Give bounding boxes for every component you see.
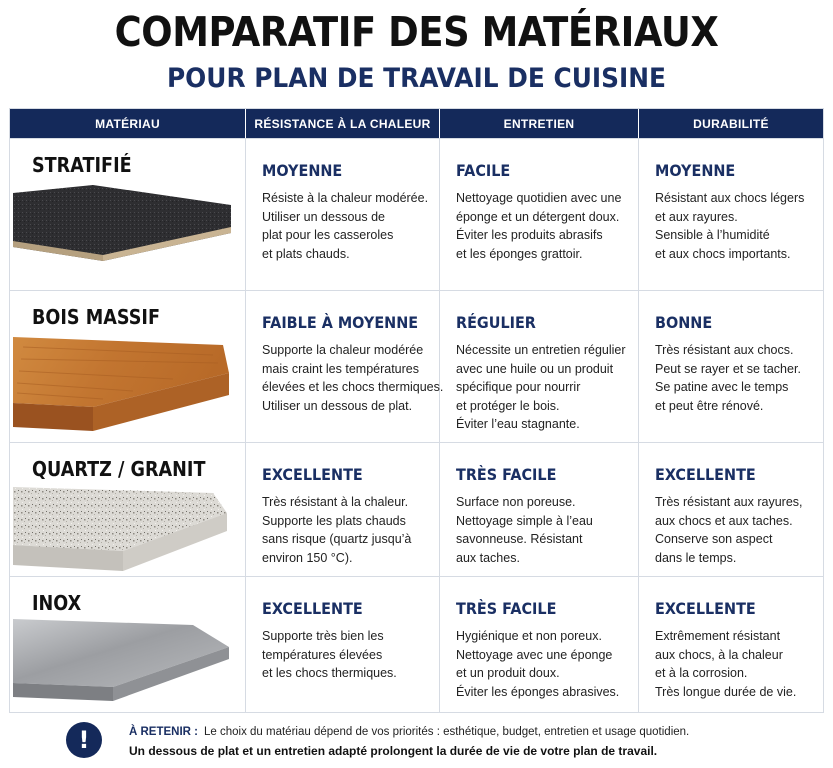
description-line: Supporte très bien les xyxy=(262,629,384,643)
maintenance-description xyxy=(456,493,638,567)
description-line: Résistant aux chocs légers xyxy=(655,191,805,205)
description-line: dans le temps. xyxy=(655,550,737,565)
heat-resistance-cell xyxy=(246,443,440,576)
description-line: Utiliser un dessous de xyxy=(262,209,385,224)
description-line: et plats chauds. xyxy=(262,246,350,261)
description-line: environ 150 °C). xyxy=(262,550,353,565)
header-heat-resistance: RÉSISTANCE À LA CHALEUR xyxy=(246,109,440,138)
material-name: BOIS MASSIF xyxy=(32,305,160,329)
description-line: Très résistant aux chocs. xyxy=(655,343,794,357)
description-line: et les éponges grattoir. xyxy=(456,246,583,261)
description-line: Surface non poreuse. xyxy=(456,495,576,509)
description-line: Supporte les plats chauds xyxy=(262,513,406,528)
durability-cell xyxy=(639,443,823,576)
description-line: Éviter les éponges abrasives. xyxy=(456,684,620,699)
material-name: STRATIFIÉ xyxy=(32,153,132,177)
description-line: Résiste à la chaleur modérée. xyxy=(262,191,429,205)
description-line: Nettoyage quotidien avec une xyxy=(456,191,622,205)
description-line: et les chocs thermiques. xyxy=(262,666,397,680)
heat-description xyxy=(262,627,439,683)
durability-rating: MOYENNE xyxy=(655,161,736,180)
heat-rating: MOYENNE xyxy=(262,161,343,180)
material-name: INOX xyxy=(32,591,82,615)
description-line: et à la corrosion. xyxy=(655,666,748,680)
page-title: COMPARATIF DES MATÉRIAUX xyxy=(114,8,719,56)
description-line: éponge et un détergent doux. xyxy=(456,209,620,224)
description-line: et protéger le bois. xyxy=(456,398,560,413)
material-cell xyxy=(10,291,246,442)
maintenance-description xyxy=(456,189,638,263)
table-row xyxy=(10,290,823,442)
comparison-table xyxy=(9,108,824,713)
stainless-steel-swatch-image xyxy=(13,617,235,709)
description-line: spécifique pour nourrir xyxy=(456,380,581,394)
description-line: aux chocs, à la chaleur xyxy=(655,647,783,662)
durability-description xyxy=(655,341,823,415)
heat-description xyxy=(262,341,444,415)
description-line: Supporte la chaleur modérée xyxy=(262,343,424,357)
maintenance-description xyxy=(456,341,638,434)
material-cell xyxy=(10,139,246,290)
heat-rating: EXCELLENTE xyxy=(262,599,363,618)
note-line-1: Le choix du matériau dépend de vos priorités : esthétique, budget, entretien et usage quotidien. xyxy=(204,726,690,738)
table-row xyxy=(10,442,823,576)
maintenance-cell xyxy=(440,577,639,713)
header-durability: DURABILITÉ xyxy=(693,116,769,131)
heat-rating: FAIBLE À MOYENNE xyxy=(262,313,419,332)
description-line: aux chocs et aux taches. xyxy=(655,513,793,528)
durability-rating: EXCELLENTE xyxy=(655,599,756,618)
table-row xyxy=(10,576,823,713)
maintenance-description xyxy=(456,627,638,701)
description-line: et aux rayures. xyxy=(655,209,738,224)
description-line: Nettoyage avec une éponge xyxy=(456,647,613,662)
maintenance-rating: TRÈS FACILE xyxy=(456,599,557,618)
quartz-granite-swatch-image xyxy=(13,483,235,573)
material-cell xyxy=(10,577,246,713)
solid-wood-swatch-image xyxy=(13,333,235,433)
heat-description xyxy=(262,493,439,567)
description-line: et peut être rénové. xyxy=(655,398,764,413)
note-lead: À RETENIR : xyxy=(129,726,198,738)
description-line: Très résistant à la chaleur. xyxy=(262,495,409,509)
maintenance-cell xyxy=(440,139,639,290)
description-line: Éviter l’eau stagnante. xyxy=(456,417,580,431)
description-line: Peut se rayer et se tacher. xyxy=(655,361,801,376)
durability-cell xyxy=(639,577,823,713)
description-line: mais craint les températures xyxy=(262,361,420,376)
description-line: avec une huile ou un produit xyxy=(456,361,614,376)
heat-resistance-cell xyxy=(246,139,440,290)
description-line: Très longue durée de vie. xyxy=(655,684,797,699)
description-line: Nettoyage simple à l’eau xyxy=(456,513,593,528)
description-line: plat pour les casseroles xyxy=(262,228,394,242)
durability-rating: EXCELLENTE xyxy=(655,465,756,484)
exclamation-icon: ! xyxy=(66,722,102,758)
description-line: Conserve son aspect xyxy=(655,532,773,546)
description-line: et aux chocs importants. xyxy=(655,246,791,261)
description-line: Sensible à l’humidité xyxy=(655,228,770,242)
description-line: et un produit doux. xyxy=(456,666,560,680)
durability-cell xyxy=(639,139,823,290)
heat-resistance-cell xyxy=(246,577,440,713)
laminate-swatch-image xyxy=(13,183,235,263)
table-header xyxy=(10,109,823,138)
material-name: QUARTZ / GRANIT xyxy=(32,457,206,481)
durability-description xyxy=(655,493,823,567)
header-material: MATÉRIAU xyxy=(10,109,246,138)
durability-description xyxy=(655,189,823,263)
description-line: Utiliser un dessous de plat. xyxy=(262,398,413,413)
page-subtitle: POUR PLAN DE TRAVAIL DE CUISINE xyxy=(166,63,667,94)
table-row xyxy=(10,138,823,290)
description-line: sans risque (quartz jusqu’à xyxy=(262,532,412,546)
description-line: Se patine avec le temps xyxy=(655,380,789,394)
heat-resistance-cell xyxy=(246,291,444,442)
durability-cell xyxy=(639,291,823,442)
description-line: élevées et les chocs thermiques. xyxy=(262,380,444,394)
material-cell xyxy=(10,443,246,576)
maintenance-rating: FACILE xyxy=(456,161,511,180)
maintenance-cell xyxy=(440,443,639,576)
heat-rating: EXCELLENTE xyxy=(262,465,363,484)
description-line: températures élevées xyxy=(262,647,383,662)
description-line: Très résistant aux rayures, xyxy=(655,495,803,509)
durability-description xyxy=(655,627,823,701)
maintenance-rating: TRÈS FACILE xyxy=(456,465,557,484)
description-line: Hygiénique et non poreux. xyxy=(456,629,602,643)
note-line-2: Un dessous de plat et un entretien adapté prolongent la durée de vie de votre plan de travail. xyxy=(129,744,658,758)
note-text xyxy=(129,726,689,738)
maintenance-cell xyxy=(440,291,639,442)
heat-description xyxy=(262,189,439,263)
durability-rating: BONNE xyxy=(655,313,713,332)
header-maintenance: ENTRETIEN xyxy=(440,109,639,138)
maintenance-rating: RÉGULIER xyxy=(456,313,536,332)
description-line: Nécessite un entretien régulier xyxy=(456,343,626,357)
description-line: savonneuse. Résistant xyxy=(456,532,583,546)
description-line: aux taches. xyxy=(456,550,520,565)
description-line: Extrêmement résistant xyxy=(655,629,781,643)
description-line: Éviter les produits abrasifs xyxy=(456,228,603,242)
